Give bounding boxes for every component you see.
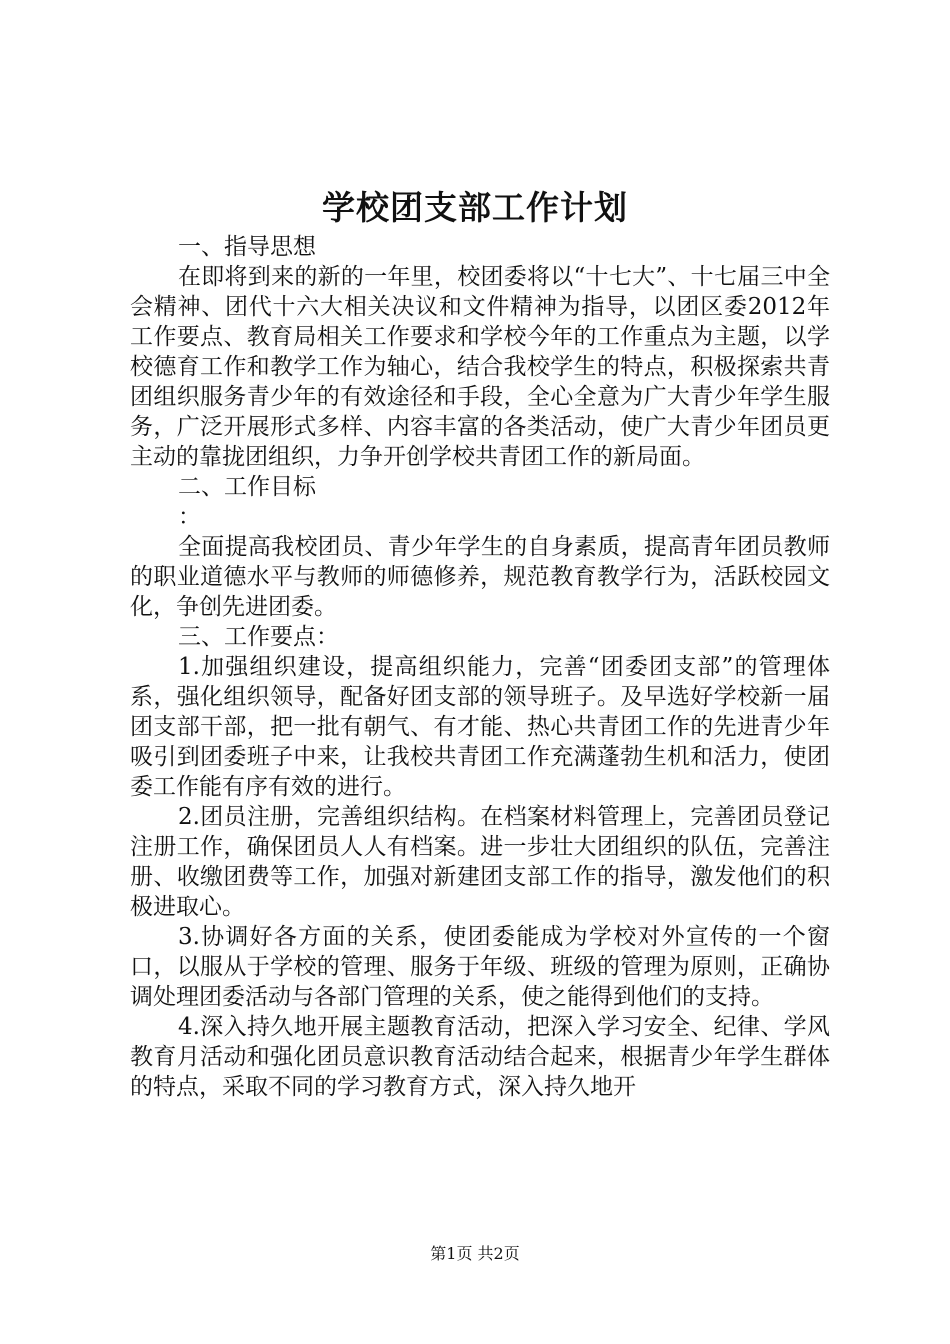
paragraph-work-goals: 全面提高我校团员、青少年学生的自身素质，提高青年团员教师的职业道德水平与教师的师德修养，规范教育教学行为，活跃校园文化，争创先进团委。 [130,534,830,620]
work-point-1: 1.加强组织建设，提高组织能力，完善“团委团支部”的管理体系，强化组织领导，配备好团支部的领导班子。及早选好学校新一届团支部干部，把一批有朝气、有才能、热心共青团工作的先进青少年吸引到团委班子中来，让我校共青团工作充满蓬勃生机和活力，使团委工作能有序有效的进行。 [130,654,830,800]
page-footer: 第1页 共2页 [430,1244,520,1263]
paragraph-guiding-thought: 在即将到来的新的一年里，校团委将以“十七大”、十七届三中全会精神、团代十六大相关决议和文件精神为指导，以团区委2012年工作要点、教育局相关工作要求和学校今年的工作重点为主题，以学校德育工作和教学工作为轴心，结合我校学生的特点，积极探索共青团组织服务青少年的有效途径和手段，全心全意为广大青少年学生服务，广泛开展形式多样、内容丰富的各类活动，使广大青少年团员更主动的靠拢团组织，力争开创学校共青团工作的新局面。 [130,264,830,470]
section-heading-work-goals: 二、工作目标 [178,474,316,500]
work-point-4: 4.深入持久地开展主题教育活动，把深入学习安全、纪律、学风教育月活动和强化团员意识教育活动结合起来，根据青少年学生群体的特点，采取不同的学习教育方式，深入持久地开 [130,1014,830,1100]
document-title: 学校团支部工作计划 [322,188,628,227]
work-point-2: 2.团员注册，完善组织结构。在档案材料管理上，完善团员登记注册工作，确保团员人人有档案。进一步壮大团组织的队伍，完善注册、收缴团费等工作，加强对新建团支部工作的指导，激发他们的积极进取心。 [130,804,830,920]
work-point-3: 3.协调好各方面的关系，使团委能成为学校对外宣传的一个窗口，以服从于学校的管理、服务于年级、班级的管理为原则，正确协调处理团委活动与各部门管理的关系，使之能得到他们的支持。 [130,924,830,1010]
work-goals-colon: ： [178,504,201,530]
section-heading-guiding-thought: 一、指导思想 [178,234,316,260]
document-body [130,232,830,1102]
section-heading-work-points: 三、工作要点： [178,624,339,650]
